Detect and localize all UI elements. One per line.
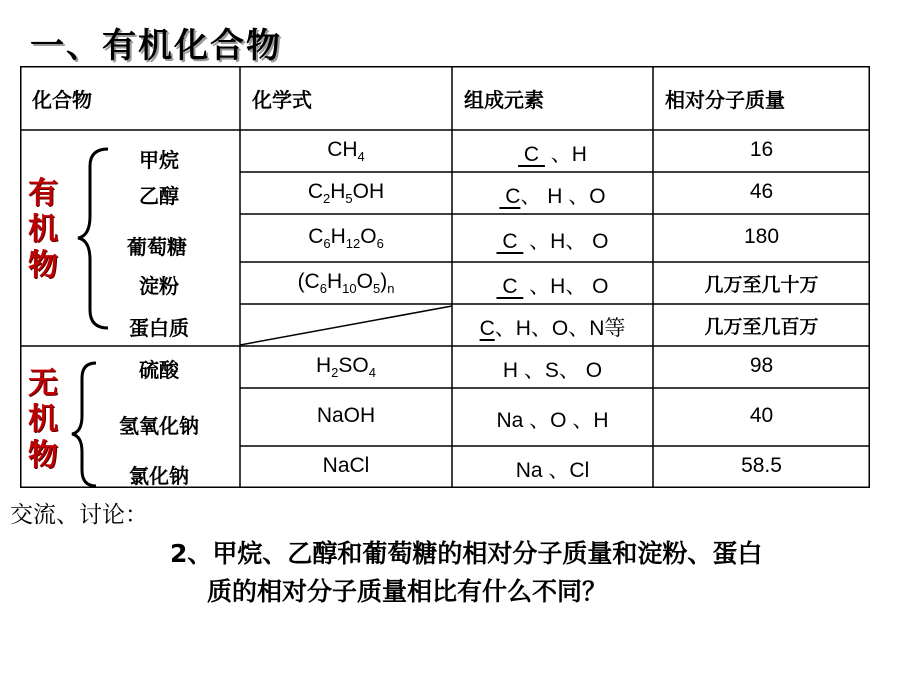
chemical-formula: $H_2SO_4$ xyxy=(316,354,376,381)
elements: H 、S、 O xyxy=(502,359,603,382)
molecular-mass: 几万至几百万 xyxy=(704,316,819,338)
chemical-formula: NaCl xyxy=(322,454,370,477)
compound-name: 氢氧化钠 xyxy=(119,414,199,438)
elements: C 、H、 O xyxy=(496,230,609,253)
elements: Na 、Cl xyxy=(515,459,590,482)
chemical-formula: $(C_6H_{10}O_5)_n$ xyxy=(297,270,395,297)
page-heading: 一、有机化合物 xyxy=(30,26,282,66)
chemical-formula: $C_2H_5OH$ xyxy=(307,180,385,207)
elements: C、H、O、N等 xyxy=(479,317,626,340)
molecular-mass: 40 xyxy=(749,404,774,427)
molecular-mass: 98 xyxy=(749,354,774,377)
elements: Na 、O 、H xyxy=(496,409,609,432)
molecular-mass: 16 xyxy=(749,138,774,161)
compound-name: 蛋白质 xyxy=(129,316,189,340)
elements: C 、H xyxy=(518,143,587,166)
header-mass: 相对分子质量 xyxy=(665,88,785,112)
molecular-mass: 46 xyxy=(749,180,774,203)
header-formula: 化学式 xyxy=(252,88,312,112)
compound-name: 氯化钠 xyxy=(129,464,189,488)
group-inorganic-label: 无机物 xyxy=(28,366,58,473)
group-inorganic xyxy=(25,366,61,474)
compound-name: 葡萄糖 xyxy=(127,235,187,259)
elements: C 、H、 O xyxy=(496,275,609,298)
question-line-1: 2、甲烷、乙醇和葡萄糖的相对分子质量和淀粉、蛋白 xyxy=(170,539,763,568)
discussion-label: 交流、讨论： xyxy=(10,502,148,528)
group-organic xyxy=(25,176,61,284)
molecular-mass: 180 xyxy=(743,225,780,248)
header-elements: 组成元素 xyxy=(464,88,544,112)
question-line-2: 质的相对分子质量相比有什么不同？ xyxy=(207,577,608,606)
chemical-formula: $CH_4$ xyxy=(327,138,365,165)
chemical-formula: $C_6H_{12}O_6$ xyxy=(308,225,384,252)
discussion-question xyxy=(170,535,890,611)
compound-name: 甲烷 xyxy=(139,148,179,172)
chemical-formula: NaOH xyxy=(316,404,376,427)
molecular-mass: 58.5 xyxy=(741,454,782,477)
header-compound: 化合物 xyxy=(32,88,92,112)
molecular-mass: 几万至几十万 xyxy=(704,274,819,296)
compound-name: 硫酸 xyxy=(139,358,179,382)
compound-table xyxy=(20,66,870,488)
group-organic-label: 有机物 xyxy=(28,176,58,283)
elements: C、 H 、O xyxy=(499,185,606,208)
compound-name: 淀粉 xyxy=(139,274,179,298)
compound-name: 乙醇 xyxy=(139,184,179,208)
